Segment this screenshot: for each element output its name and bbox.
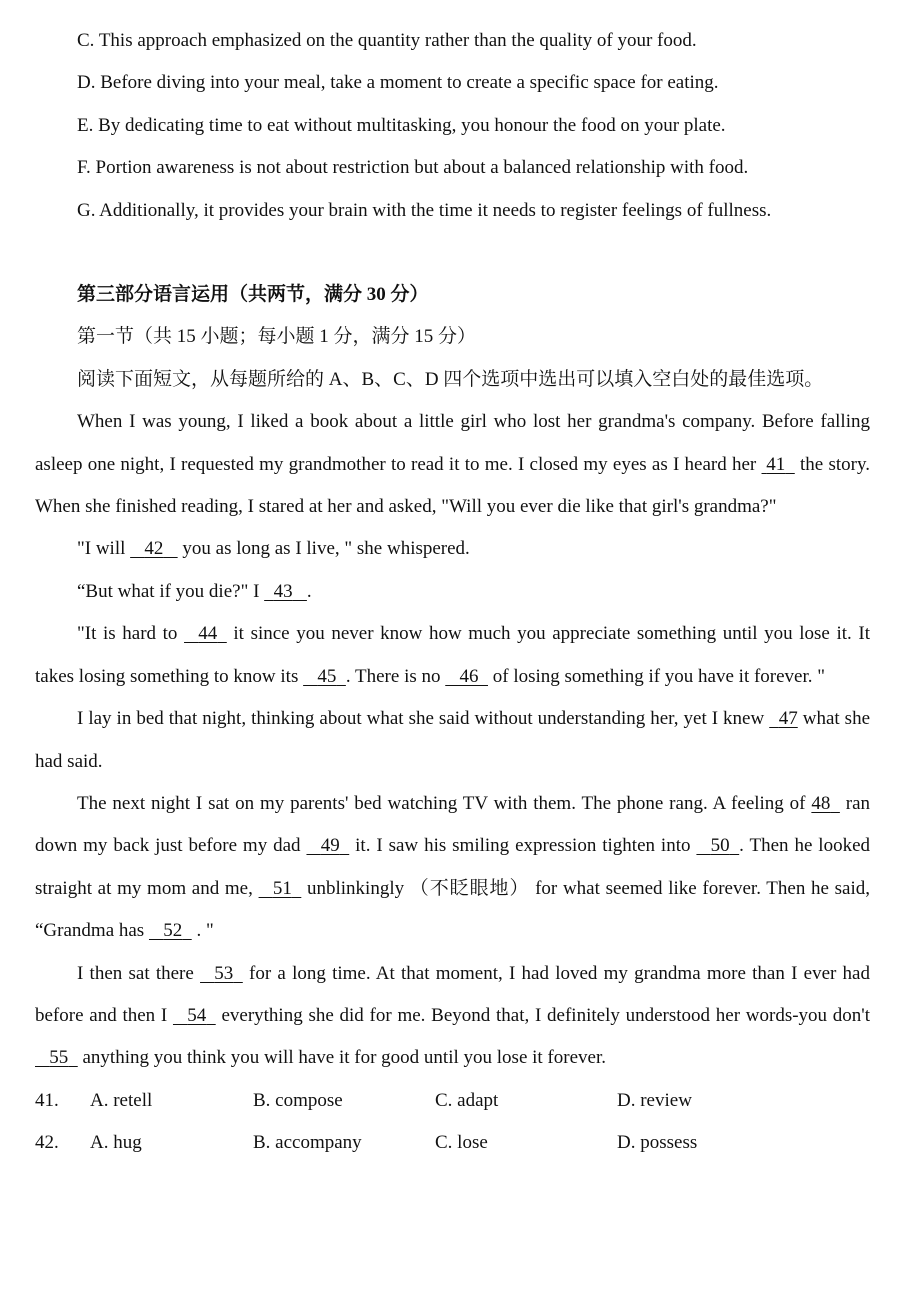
choice-b[interactable]: B. accompany [253,1132,362,1154]
choice-b[interactable]: B. compose [253,1089,343,1111]
blank-47: 47 [778,708,798,730]
option-c: C. This approach emphasized on the quantity rather than the quality of your food. [77,30,697,51]
question-number: 41. [35,1089,59,1111]
blank-44: 44 [198,623,218,645]
question-42-choices [35,1122,870,1164]
blank-54: 54 [187,1004,207,1026]
choice-c[interactable]: C. lose [435,1132,488,1154]
blank-41: 41 [766,453,786,475]
blank-46: 46 [459,665,479,687]
passage-paragraph-1: When I was young, I liked a book about a little girl who lost her grandma's company. Before falling asleep one night, I requested my grandmother to read it to me. I closed my eyes as I heard her 41 the story. When she finished reading, I stared at her and asked, "Will you ever die like that girl's grandma?" [35,411,870,518]
passage-paragraph-3: “But what if you die?" I 43 . [35,571,870,613]
blank-52: 52 [163,920,183,942]
blank-53: 53 [214,962,234,984]
blank-43: 43 [273,580,293,602]
choice-a[interactable]: A. hug [90,1132,142,1154]
blank-48: 48 [811,792,831,814]
option-f: F. Portion awareness is not about restriction but about a balanced relationship with food. [77,157,749,179]
section-heading: 第三部分语言运用（共两节，满分 30 分） [77,284,429,306]
spacer [35,232,870,274]
blank-45: 45 [317,665,337,687]
passage-paragraph-2: "I will 42 you as long as I live, " she whispered. [35,528,870,570]
option-d: D. Before diving into your meal, take a moment to create a specific space for eating. [77,72,719,94]
choice-d[interactable]: D. possess [617,1132,698,1154]
section-instruction: 阅读下面短文，从每题所给的 A、B、C、D 四个选项中选出可以填入空白处的最佳选项。 [77,368,824,390]
option-g: G. Additionally, it provides your brain with the time it needs to register feelings of fullness. [77,199,772,221]
choice-d[interactable]: D. review [617,1089,692,1111]
blank-49: 49 [320,835,340,857]
blank-55: 55 [49,1047,69,1069]
choice-a[interactable]: A. retell [90,1089,153,1111]
question-41-choices [35,1080,870,1122]
choice-c[interactable]: C. adapt [435,1089,499,1111]
option-e: E. By dedicating time to eat without multitasking, you honour the food on your plate. [77,114,726,136]
blank-42: 42 [144,538,164,560]
question-number: 42. [35,1132,59,1154]
passage-paragraph-5: I lay in bed that night, thinking about what she said without understanding her, yet I knew 47 what she had said. [35,698,870,783]
passage-paragraph-4: "It is hard to 44 it since you never know how much you appreciate something until you lose it. It takes losing something to know its 45 . There is no 46 of losing something if you have it forever. " [35,613,870,698]
blank-51: 51 [272,877,292,899]
passage-paragraph-7: I then sat there 53 for a long time. At that moment, I had loved my grandma more than I ever had before and then I 54 everything she did for me. Beyond that, I definitely understood her words-you don't 55 anything you think you will have it for good until you lose it forever. [35,953,870,1080]
section-subheading: 第一节（共 15 小题；每小题 1 分，满分 15 分） [77,326,477,348]
passage-paragraph-6: The next night I sat on my parents' bed watching TV with them. The phone rang. A feeling of 48 ran down my back just before my dad 49 it. I saw his smiling expression tighten into 50 . Then he looked straight at my mom and me, 51 unblinkingly （不眨眼地） for what seemed like forever. Then he said, “Grandma has 52 . " [35,783,870,953]
blank-50: 50 [710,835,730,857]
